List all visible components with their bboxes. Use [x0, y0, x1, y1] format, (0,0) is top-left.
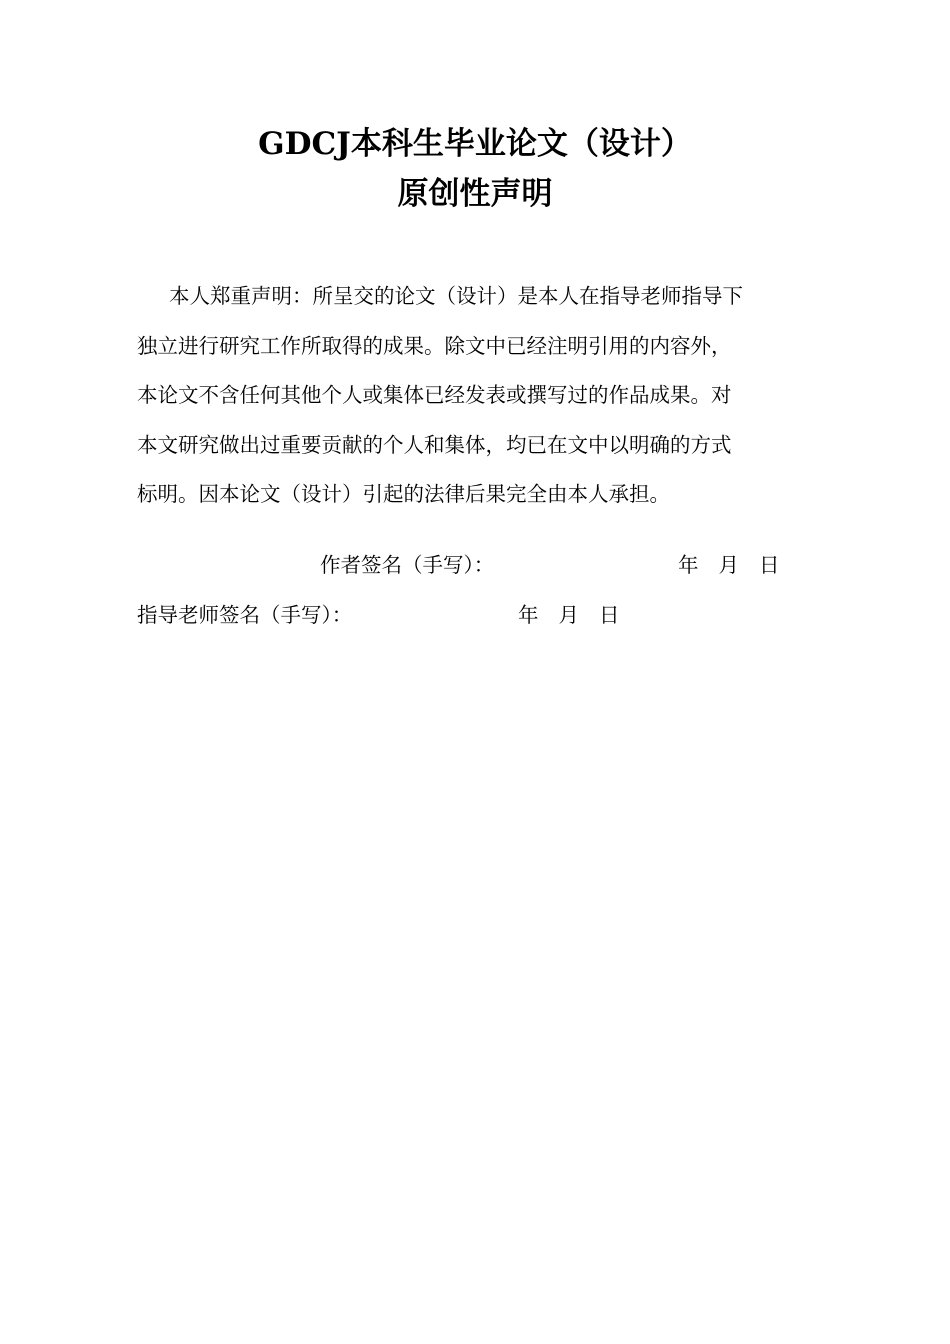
month-label: 月: [558, 603, 579, 627]
declaration-line: 标明。因本论文（设计）引起的法律后果完全由本人承担。: [137, 482, 670, 506]
declaration-line: 本论文不含任何其他个人或集体已经发表或撰写过的作品成果。对: [137, 383, 732, 407]
declaration-line: 独立进行研究工作所取得的成果。除文中已经注明引用的内容外，: [137, 333, 732, 358]
declaration-line: 本人郑重声明：所呈交的论文（设计）是本人在指导老师指导下: [169, 284, 743, 308]
declaration-paragraph: [137, 272, 847, 520]
document-title: GDCJ本科生毕业论文（设计）: [258, 126, 692, 162]
author-signature-label: 作者签名（手写）：: [320, 553, 495, 577]
advisor-signature-date: [518, 600, 620, 630]
document-subtitle: 原创性声明: [397, 176, 553, 212]
day-label: 日: [759, 553, 780, 577]
year-label: 年: [678, 553, 699, 577]
year-label: 年: [518, 603, 539, 627]
advisor-signature-label: 指导老师签名（手写）：: [137, 603, 353, 627]
author-signature-date: [678, 550, 780, 580]
declaration-line: 本文研究做出过重要贡献的个人和集体，均已在文中以明确的方式: [137, 432, 732, 457]
day-label: 日: [599, 603, 620, 627]
month-label: 月: [718, 553, 739, 577]
